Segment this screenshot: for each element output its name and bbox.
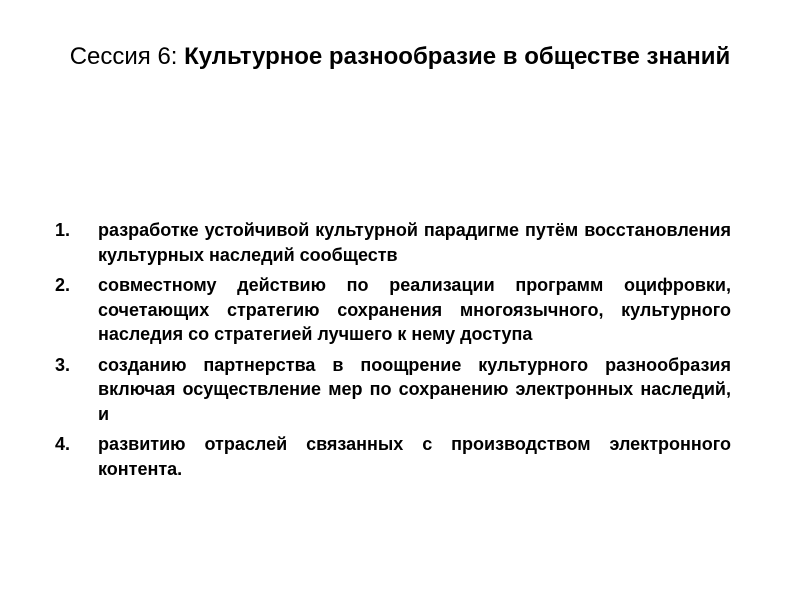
list-item — [55, 273, 731, 347]
list-item-text: созданию партнерства в поощрение культурного разнообразия включая осуществление мер по сохранению электронных наследий, и — [98, 354, 731, 424]
title-prefix: Сессия 6: — [69, 43, 185, 70]
list-item-number: 1. — [55, 220, 71, 240]
list-item — [55, 218, 731, 267]
list-item-text: совместному действию по реализации программ оцифровки, сочетающих стратегию сохранения многоязычного, культурного наследия со стратегией лучшего к нему доступа — [98, 275, 731, 344]
list-item-text: разработке устойчивой культурной парадигме путём восстановления культурных наследий сообществ — [98, 220, 731, 265]
numbered-list — [55, 218, 731, 487]
slide-title — [60, 40, 740, 74]
title-main: Культурное разнообразие в обществе знаний — [184, 43, 731, 70]
list-item — [55, 353, 731, 427]
list-item-number: 4. — [55, 434, 71, 454]
list-item — [55, 432, 731, 481]
list-item-number: 2. — [55, 275, 71, 295]
list-item-text: развитию отраслей связанных с производством электронного контента. — [98, 434, 731, 479]
list-item-number: 3. — [55, 354, 71, 375]
